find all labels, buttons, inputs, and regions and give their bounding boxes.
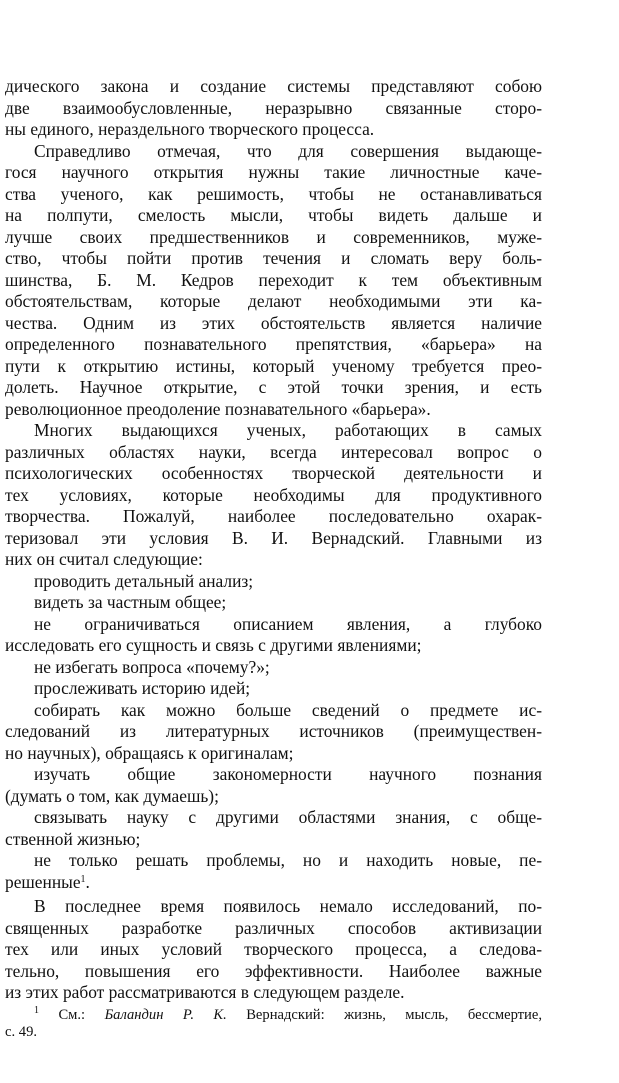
text-line: ства ученого, как решимость, чтобы не останавливаться [5,183,542,204]
text-line: ство, чтобы пойти против течения и сломать веру боль- [5,248,542,268]
paragraph-start-line: В последнее время появилось немало исследований, по- [34,896,542,916]
text-line: долеть. Научное открытие, с этой точки зрения, и есть [5,377,542,397]
text-fragment: решенные [5,871,81,892]
text-line: творчества. Пожалуй, наиболее последовательно охарак- [5,506,542,526]
text-line: но научных), обращаясь к оригиналам; [5,742,294,763]
text-line: решенные$^1$. [5,871,90,892]
text-line: революционное преодоление познавательного «барьера». [5,398,431,419]
text-line: обстоятельствам, которые делают необходимыми эти ка- [5,291,542,311]
text-line: различных областях науки, всегда интересовал вопрос о [5,441,542,462]
text-line: исследовать его сущность и связь с другими явлениями; [5,635,422,655]
footnote-line: с. 49. [5,1023,38,1040]
list-item: не только решать проблемы, но и находить новые, пе- [34,850,542,870]
text-line: тех или иных условий творческого процесса, а следова- [5,939,542,959]
list-item: не ограничиваться описанием явления, а глубоко [34,613,542,634]
text-line: гося научного открытия нужны такие личностные каче- [5,162,542,182]
paragraph-start-line: Многих выдающихся ученых, работающих в самых [34,420,542,440]
text-line: шинства, Б. М. Кедров переходит к тем объективным [5,269,542,290]
text-line: ственной жизнью; [5,828,141,849]
text-line: священных разработке различных способов активизации [5,917,542,938]
footnote-author: Баландин Р. К. [104,1006,227,1023]
text-line: (думать о том, как думаешь); [5,785,219,806]
paragraph-start-line: Справедливо отмечая, что для совершения выдающе- [34,140,542,161]
list-item: видеть за частным общее; [34,592,227,612]
text-line: лучше своих предшественников и современников, муже- [5,226,542,247]
text-line: из этих работ рассматриваются в следующем разделе. [5,982,405,1002]
text-line: следований из литературных источников (преимуществен- [5,721,542,741]
list-item: не избегать вопроса «почему?»; [34,656,270,677]
text-line: две взаимообусловленные, неразрывно связанные сторо- [5,97,542,118]
footnote-marker: 1 [34,1004,39,1016]
footnote-prefix: См.: [58,1006,86,1023]
footnote-line [5,1004,542,1024]
text-line: дического закона и создание системы представляют собою [5,76,542,96]
footnote-reference: 1 [80,873,86,885]
list-item: прослеживать историю идей; [34,678,251,698]
text-line: них он считал следующие: [5,549,203,569]
text-line: психологических особенностях творческой деятельности и [5,463,542,483]
text-line: чества. Одним из этих обстоятельств является наличие [5,312,542,333]
list-item: связывать науку с другими областями знания, с обще- [34,807,542,827]
list-item: проводить детальный анализ; [34,570,254,591]
list-item: собирать как можно больше сведений о предмете ис- [34,699,542,720]
text-line: ны единого, нераздельного творческого процесса. [5,119,375,139]
text-line: на полпути, смелость мысли, чтобы видеть дальше и [5,205,542,225]
page-text [5,76,542,1041]
text-line: пути к открытию истины, который ученому требуется прео- [5,355,542,376]
footnote [5,1004,542,1041]
text-line: тельно, повышения его эффективности. Наиболее важные [5,960,542,981]
footnote-text: Вернадский: жизнь, мысль, бессмертие, [246,1006,542,1023]
list-item: изучать общие закономерности научного познания [34,764,542,784]
text-line: тех условиях, которые необходимы для продуктивного [5,484,542,505]
text-line: определенного познавательного препятствия, «барьера» на [5,334,542,354]
text-line: теризовал эти условия В. И. Вернадский. Главными из [5,527,542,548]
